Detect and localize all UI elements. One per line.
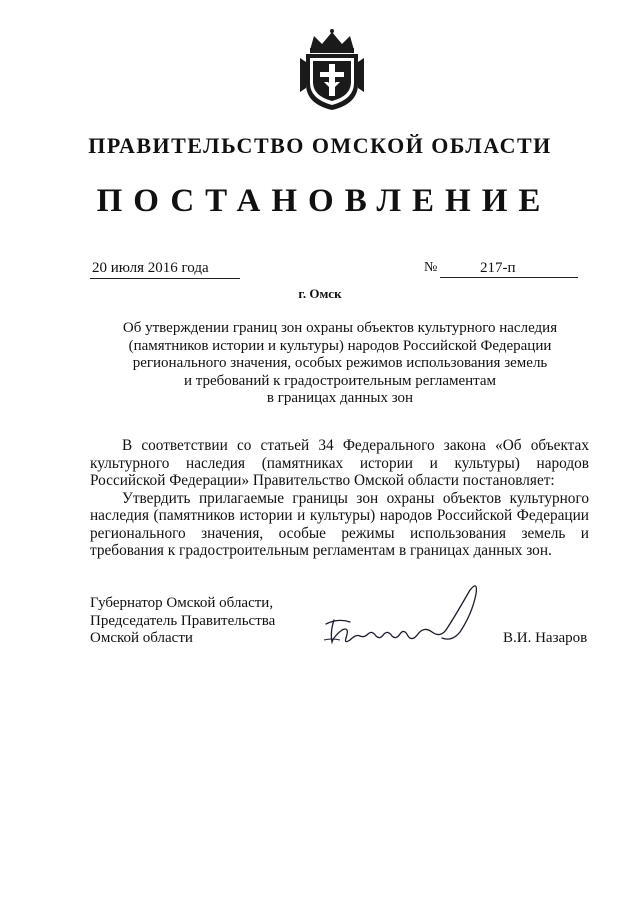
signatory-title-line: Омской области [90, 630, 193, 646]
coat-of-arms-emblem [296, 28, 368, 112]
body-paragraph-preamble: В соответствии со статьей 34 Федерального закона «Об объектах культурного наследия (памятниках истории и культуры) народов Российской Федерации» Правительство Омской области постановляет: [90, 437, 589, 489]
signatory-name: В.И. Назаров [503, 630, 588, 646]
subject-line: регионального значения, особых режимов использования земель [132, 355, 548, 371]
subject-line: Об утверждении границ зон охраны объектов культурного наследия [122, 320, 558, 336]
document-number: 217-п [440, 260, 578, 278]
subject-line: в границах данных зон [266, 390, 414, 406]
signatory-title [90, 595, 275, 648]
signatory-title-line: Председатель Правительства [90, 612, 276, 629]
document-type-title: ПОСТАНОВЛЕНИЕ [96, 183, 552, 219]
signatory-title-line: Губернатор Омской области, [90, 595, 274, 611]
subject-line: и требований к градостроительным регламентам [183, 372, 497, 389]
document-subject [110, 320, 570, 408]
government-name: ПРАВИТЕЛЬСТВО ОМСКОЙ ОБЛАСТИ [88, 133, 552, 158]
handwritten-signature [320, 580, 490, 660]
subject-line: (памятников истории и культуры) народов Российской Федерации [128, 337, 552, 354]
document-body [90, 437, 589, 560]
number-label: № [424, 260, 438, 275]
body-paragraph-resolution: Утвердить прилагаемые границы зон охраны объектов культурного наследия (памятников истории и культуры) народов Российской Федерации регионального значения, особые режимы использования земель и требования к градостроительным регламентам в границах данных зон. [90, 489, 589, 559]
city-name: г. Омск [298, 286, 342, 301]
document-date: 20 июля 2016 года [90, 260, 240, 279]
